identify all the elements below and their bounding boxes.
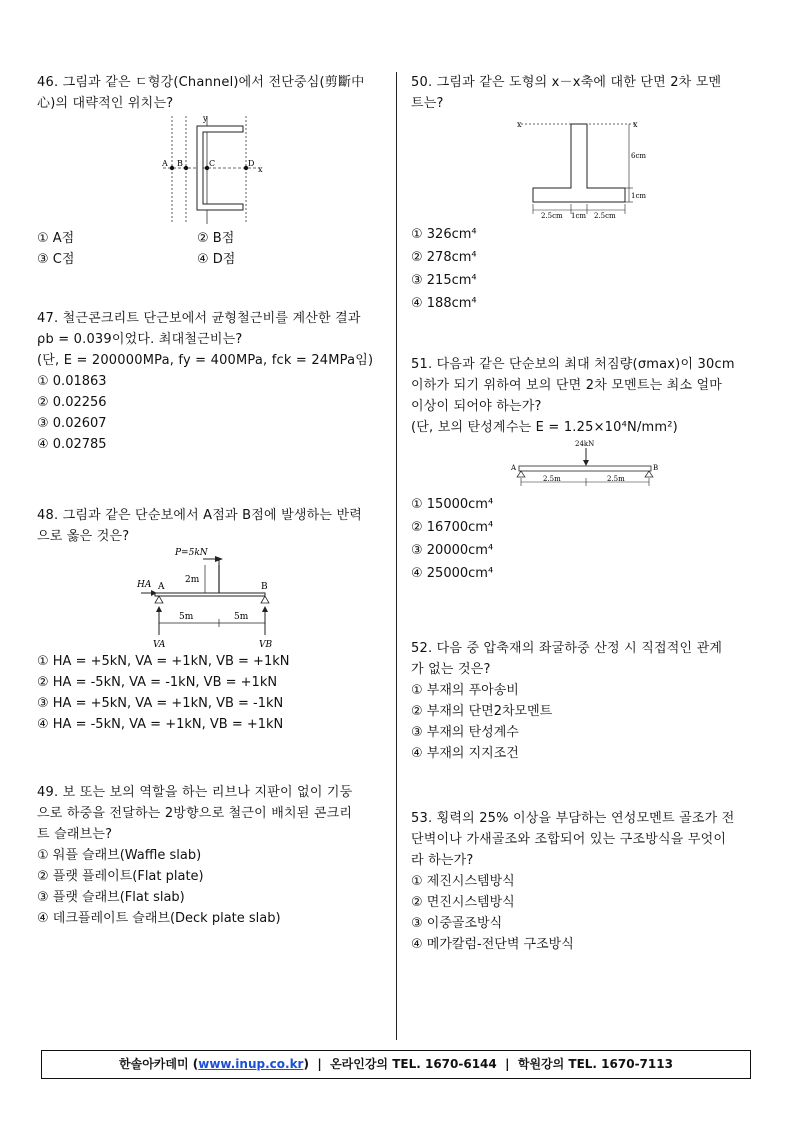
question-text-line: 46. 그림과 같은 ㄷ형강(Channel)에서 전단중심(剪斷中 [37, 75, 365, 90]
question-text [411, 72, 756, 114]
option-3[interactable]: ③ HA = +5kN, VA = +1kN, VB = -1kN [37, 696, 284, 711]
option-1[interactable]: ① 0.01863 [37, 374, 107, 389]
academy-name-close: ) [303, 1057, 309, 1071]
academy-website-link[interactable]: www.inup.co.kr [198, 1057, 304, 1071]
question-text [411, 638, 756, 680]
question-text [37, 72, 382, 114]
label-load: 24kN [575, 440, 595, 448]
label-B: B [653, 464, 659, 472]
simple-beam-figure [37, 547, 382, 651]
question-52 [411, 638, 756, 764]
label-C: C [209, 159, 216, 168]
online-lecture-phone: 온라인강의 TEL. 1670-6144 [330, 1057, 497, 1071]
question-text-line: 이하가 되기 위하여 보의 단면 2차 모멘트는 최소 얼마 [411, 378, 723, 393]
support-A-icon [155, 596, 163, 603]
question-47 [37, 308, 382, 455]
question-text [37, 308, 382, 371]
option-2[interactable]: ② 278cm⁴ [411, 250, 477, 265]
question-text [411, 354, 756, 438]
label-VA: VA [153, 640, 166, 650]
option-2[interactable]: ② 플랫 플레이트(Flat plate) [37, 869, 204, 884]
label-span-2: 2.5m [607, 475, 625, 483]
option-4[interactable]: ④ HA = -5kN, VA = +1kN, VB = +1kN [37, 717, 284, 732]
label-width-2: 1cm [571, 212, 587, 218]
label-depth-web: 6cm [631, 152, 647, 160]
question-text-line: 단벽이나 가새골조와 조합되어 있는 구조방식을 무엇이 [411, 832, 727, 847]
support-B-icon [261, 596, 269, 603]
label-load: P=5kN [175, 548, 208, 558]
label-x-right: x [633, 120, 638, 129]
option-4[interactable]: ④ 25000cm⁴ [411, 566, 494, 581]
question-text-line: 으로 옳은 것은? [37, 529, 130, 544]
label-A: A [511, 464, 517, 472]
question-46 [37, 72, 382, 270]
label-HA: HA [137, 580, 152, 590]
point-load-beam-figure [411, 438, 756, 490]
option-3[interactable]: ③ 부재의 탄성계수 [411, 725, 519, 740]
option-4[interactable]: ④ 0.02785 [37, 437, 107, 452]
question-50 [411, 72, 756, 314]
option-1[interactable]: ① A점 [37, 231, 75, 246]
support-B-icon [645, 471, 653, 477]
option-3[interactable]: ③ 0.02607 [37, 416, 107, 431]
option-3[interactable]: ③ 20000cm⁴ [411, 543, 494, 558]
question-text [411, 808, 756, 871]
label-D: D [248, 159, 255, 168]
question-48 [37, 505, 382, 735]
support-A-icon [517, 471, 525, 477]
option-1[interactable]: ① 15000cm⁴ [411, 497, 494, 512]
option-1[interactable]: ① 326cm⁴ [411, 227, 477, 242]
point-A-marker [170, 166, 174, 170]
label-height: 2m [185, 575, 200, 585]
question-53 [411, 808, 756, 955]
option-1[interactable]: ① 제진시스템방식 [411, 874, 515, 889]
option-2[interactable]: ② 0.02256 [37, 395, 107, 410]
option-3[interactable]: ③ C점 [37, 252, 75, 267]
question-condition: (단, E = 200000MPa, fy = 400MPa, fck = 24MPa임) [37, 353, 374, 368]
question-text-line: 트는? [411, 96, 444, 111]
question-text-line: 으로 하중을 전달하는 2방향으로 철근이 배치된 콘크리 [37, 806, 353, 821]
option-2[interactable]: ② 면진시스템방식 [411, 895, 515, 910]
question-condition: (단, 보의 탄성계수는 E = 1.25×10⁴N/mm²) [411, 420, 678, 435]
option-4[interactable]: ④ 부재의 지지조건 [411, 746, 519, 761]
question-text [37, 505, 382, 547]
option-2[interactable]: ② 부재의 단면2차모멘트 [411, 704, 553, 719]
footer-separator: | [317, 1057, 322, 1071]
option-3[interactable]: ③ 215cm⁴ [411, 273, 477, 288]
question-text-line: 51. 다음과 같은 단순보의 최대 처짐량(σmax)이 30cm [411, 357, 735, 372]
option-4[interactable]: ④ 188cm⁴ [411, 296, 477, 311]
label-span-1: 2.5m [543, 475, 561, 483]
label-width-1: 2.5cm [541, 212, 563, 218]
label-depth-flange: 1cm [631, 192, 647, 200]
option-1[interactable]: ① 워플 슬래브(Waffle slab) [37, 848, 202, 863]
label-span-2: 5m [234, 612, 249, 622]
academy-name: 한솔아카데미 ( [119, 1057, 199, 1071]
question-text-line: 50. 그림과 같은 도형의 x－x축에 대한 단면 2차 모멘 [411, 75, 722, 90]
option-3[interactable]: ③ 이중골조방식 [411, 916, 503, 931]
question-text-line: 48. 그림과 같은 단순보에서 A점과 B점에 발생하는 반력 [37, 508, 362, 523]
offline-lecture-phone: 학원강의 TEL. 1670-7113 [517, 1057, 673, 1071]
column-divider [396, 72, 397, 1040]
question-text [37, 782, 382, 845]
question-text-line: 트 슬래브는? [37, 827, 113, 842]
label-B: B [261, 582, 268, 592]
label-x-left: x [517, 120, 522, 129]
footer-banner [41, 1050, 751, 1079]
label-span-1: 5m [179, 612, 194, 622]
label-B: B [177, 159, 183, 168]
question-text-line: 53. 횡력의 25% 이상을 부담하는 연성모멘트 골조가 전 [411, 811, 735, 826]
question-text-line: 52. 다음 중 압축재의 좌굴하중 산정 시 직접적인 관계 [411, 641, 723, 656]
label-VB: VB [259, 640, 273, 650]
label-x: x [258, 165, 263, 174]
question-text-line: ρb = 0.039이었다. 최대철근비는? [37, 332, 243, 347]
question-text-line: 47. 철근콘크리트 단근보에서 균형철근비를 계산한 결과 [37, 311, 361, 326]
footer-separator: | [505, 1057, 510, 1071]
label-A: A [162, 159, 168, 168]
option-2[interactable]: ② B점 [197, 231, 235, 246]
label-width-3: 2.5cm [594, 212, 616, 218]
option-2[interactable]: ② 16700cm⁴ [411, 520, 494, 535]
option-4[interactable]: ④ D점 [197, 252, 236, 267]
option-2[interactable]: ② HA = -5kN, VA = -1kN, VB = +1kN [37, 675, 278, 690]
question-49 [37, 782, 382, 929]
question-text-line: 心)의 대략적인 위치는? [37, 96, 174, 111]
question-text-line: 라 하는가? [411, 853, 474, 868]
t-section-figure [411, 114, 756, 218]
question-text-line: 이상이 되어야 하는가? [411, 399, 542, 414]
label-y: y [203, 114, 208, 123]
option-3[interactable]: ③ 플랫 슬래브(Flat slab) [37, 890, 185, 905]
question-51 [411, 354, 756, 584]
channel-section-figure [37, 114, 382, 226]
option-1[interactable]: ① HA = +5kN, VA = +1kN, VB = +1kN [37, 654, 290, 669]
question-text-line: 가 없는 것은? [411, 662, 491, 677]
question-text-line: 49. 보 또는 보의 역할을 하는 리브나 지판이 없이 기둥 [37, 785, 353, 800]
point-B-marker [184, 166, 188, 170]
option-4[interactable]: ④ 메가칼럼-전단벽 구조방식 [411, 937, 574, 952]
label-A: A [158, 582, 165, 592]
option-4[interactable]: ④ 데크플레이트 슬래브(Deck plate slab) [37, 911, 281, 926]
option-1[interactable]: ① 부재의 푸아송비 [411, 683, 519, 698]
